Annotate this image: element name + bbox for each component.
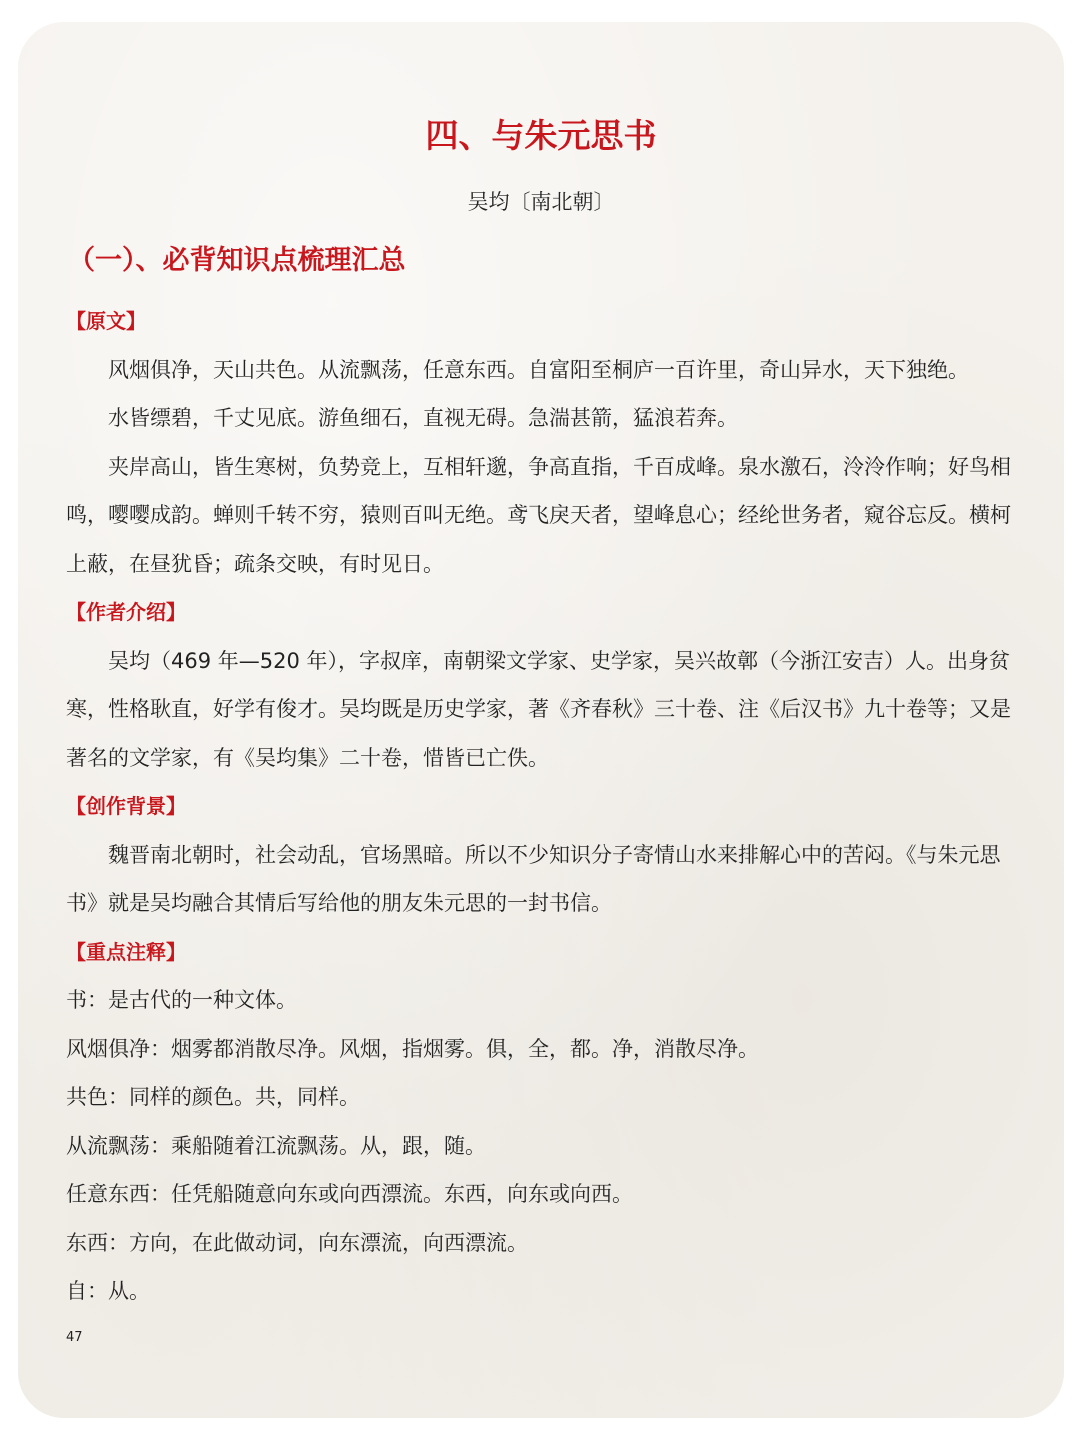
original-paragraph-1: 风烟俱净，天山共色。从流飘荡，任意东西。自富阳至桐庐一百许里，奇山异水，天下独绝。: [108, 357, 969, 382]
page-number: 47: [66, 1330, 83, 1345]
note-item: 东西：方向，在此做动词，向东漂流，向西漂流。: [66, 1230, 528, 1255]
note-item: 任意东西：任凭船随意向东或向西漂流。东西，向东或向西。: [66, 1182, 633, 1206]
author-intro-label: 【作者介绍】: [66, 600, 186, 624]
note-item: 书：是古代的一种文体。: [66, 988, 297, 1012]
note-item: 共色：同样的颜色。共，同样。: [66, 1085, 360, 1109]
background-text: 魏晋南北朝时，社会动乱，官场黑暗。所以不少知识分子寄情山水来排解心中的苦闷。《与朱元思书》就是吴均融合其情后写给他的朋友朱元思的一封书信。: [66, 842, 1001, 915]
author-line: 吴均〔南北朝〕: [467, 190, 615, 214]
author-intro-text: 吴均（469 年—520 年），字叔庠，南朝梁文学家、史学家，吴兴故鄣（今浙江安吉）人。出身贫寒，性格耿直，好学有俊才。吴均既是历史学家，著《齐春秋》三十卷、注《后汉书》九十卷等；又是著名的文学家，有《吴均集》二十卷，惜皆已亡佚。: [66, 648, 1011, 770]
page-title: 四、与朱元思书: [425, 116, 657, 155]
background-label: 【创作背景】: [66, 794, 186, 818]
note-item: 从流飘荡：乘船随着江流飘荡。从，跟，随。: [66, 1133, 486, 1158]
notes-label: 【重点注释】: [66, 939, 186, 964]
original-label: 【原文】: [66, 309, 146, 333]
original-paragraph-2: 水皆缥碧，千丈见底。游鱼细石，直视无碍。急湍甚箭，猛浪若奔。: [108, 406, 738, 430]
original-paragraph-3: 夹岸高山，皆生寒树，负势竞上，互相轩邈，争高直指，千百成峰。泉水激石，泠泠作响；好鸟相鸣，嘤嘤成韵。蝉则千转不穷，猿则百叫无绝。鸢飞戾天者，望峰息心；经纶世务者，窥谷忘反。横柯上蔽，在昼犹昏；疏条交映，有时见日。: [66, 454, 1011, 576]
note-item: 风烟俱净：烟雾都消散尽净。风烟，指烟雾。俱，全，都。净，消散尽净。: [66, 1036, 759, 1061]
document-page: [18, 22, 1064, 1418]
section-heading: （一）、必背知识点梳理汇总: [68, 245, 406, 276]
note-item: 自：从。: [66, 1279, 150, 1303]
content-body: [66, 297, 1018, 1316]
